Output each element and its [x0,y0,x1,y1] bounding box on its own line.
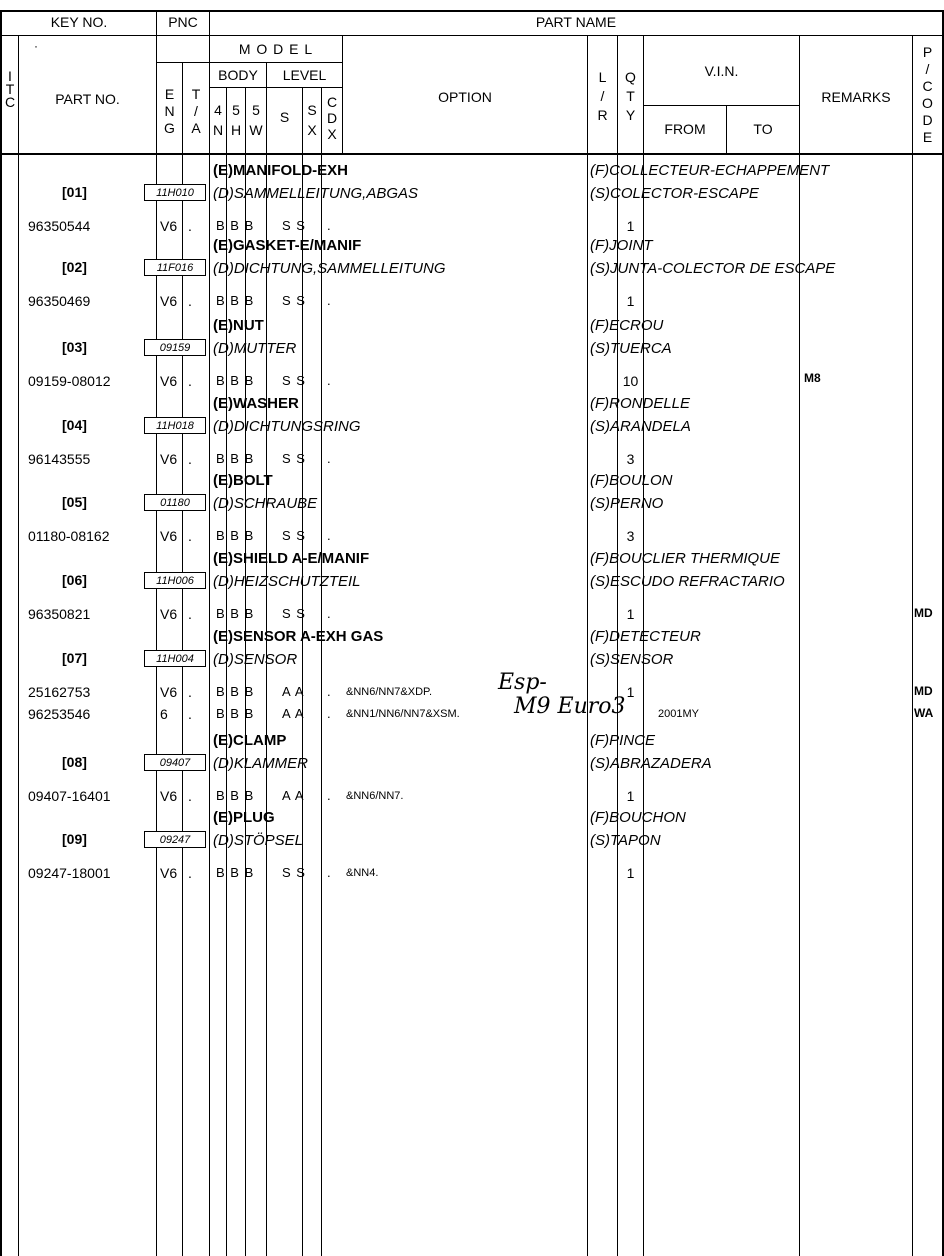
cdx-code: . [327,528,332,543]
pnc-code: 11H006 [144,572,206,589]
option-code: &NN1/NN6/NN7&XSM. [346,708,460,720]
body-codes: B B B [216,373,255,388]
option-header: OPTION [438,89,492,105]
pnc-code: 11H018 [144,417,206,434]
cdx-code: . [327,788,332,803]
part-name-de: (D)STÖPSEL [213,832,304,849]
cdx-code: . [327,293,332,308]
level-codes: S S [282,528,306,543]
quantity: 1 [626,606,635,622]
engine-code: V6 [160,684,178,700]
ta-code: . [188,293,192,309]
part-name-fr: (F)COLLECTEUR-ECHAPPEMENT [590,162,830,179]
part-number: 96350469 [28,293,91,309]
pnc-header: PNC [168,14,198,30]
engine-code: V6 [160,528,178,544]
cdx-code: . [327,218,332,233]
itc-header: I T C [4,68,16,110]
ta-code: . [188,684,192,700]
part-name-es: (S)ESCUDO REFRACTARIO [590,573,785,590]
cdx-code: . [327,373,332,388]
part-name-en: (E)BOLT [213,472,273,489]
p-code: MD [914,606,933,620]
p-code: WA [914,706,934,720]
body-codes: B B B [216,706,255,721]
part-number: 96350821 [28,606,91,622]
quantity: 10 [622,373,639,389]
body-codes: B B B [216,606,255,621]
part-number: 25162753 [28,684,91,700]
cdx-code: . [327,451,332,466]
level-cdx-header: C D X [326,94,338,142]
body-header: BODY [218,67,258,83]
remarks: M8 [804,371,821,385]
vin-to-header: TO [753,121,773,137]
pnc-code: 01180 [144,494,206,511]
key-number: [05] [62,494,87,510]
engine-code: V6 [160,788,178,804]
part-name-fr: (F)ECROU [590,317,664,334]
part-number: 09159-08012 [28,373,111,389]
vin-header: V.I.N. [704,63,739,79]
body-codes: B B B [216,865,255,880]
quantity: 1 [626,684,635,700]
cdx-code: . [327,606,332,621]
level-codes: S S [282,865,306,880]
cdx-code: . [327,706,332,721]
key-number: [06] [62,572,87,588]
vin-from: 2001MY [658,708,699,720]
level-codes: S S [282,218,306,233]
part-name-de: (D)DICHTUNGSRING [213,418,361,435]
part-name-header: PART NAME [535,14,617,30]
ta-code: . [188,865,192,881]
part-name-de: (D)SAMMELLEITUNG,ABGAS [213,185,419,202]
part-name-fr: (F)BOUCLIER THERMIQUE [590,550,781,567]
engine-code: V6 [160,218,178,234]
level-codes: A A [282,706,305,721]
handwritten-note-euro3: M9 Euro3 [514,694,626,719]
quantity: 3 [626,451,635,467]
ta-header: T / A [191,86,201,136]
pcode-header: P / C O D E [922,44,933,145]
part-name-de: (D)DICHTUNG,SAMMELLEITUNG [213,260,446,277]
body-codes: B B B [216,528,255,543]
level-codes: A A [282,788,305,803]
ta-code: . [188,706,192,722]
part-name-es: (S)COLECTOR-ESCAPE [590,185,759,202]
part-name-en: (E)SENSOR A-EXH GAS [213,628,384,645]
part-name-en: (E)CLAMP [213,732,287,749]
level-header: LEVEL [282,67,327,83]
part-name-fr: (F)BOUCHON [590,809,686,826]
part-name-de: (D)SCHRAUBE [213,495,318,512]
part-name-de: (D)HEIZSCHUTZTEIL [213,573,361,590]
engine-code: V6 [160,865,178,881]
quantity: 1 [626,293,635,309]
ta-code: . [188,788,192,804]
body-codes: B B B [216,293,255,308]
quantity: 1 [626,788,635,804]
level-sx-header: S X [307,102,317,138]
header-dot: · [34,39,38,53]
part-name-en: (E)GASKET-E/MANIF [213,237,362,254]
vin-from-header: FROM [664,121,706,137]
part-name-de: (D)KLAMMER [213,755,309,772]
engine-code: 6 [160,706,168,722]
part-name-es: (S)JUNTA-COLECTOR DE ESCAPE [590,260,836,277]
part-name-en: (E)NUT [213,317,264,334]
pnc-code: 11H010 [144,184,206,201]
part-name-en: (E)WASHER [213,395,299,412]
part-number: 96143555 [28,451,91,467]
pnc-code: 09159 [144,339,206,356]
option-code: &NN4. [346,867,379,879]
part-name-es: (S)ARANDELA [590,418,691,435]
body-codes: B B B [216,684,255,699]
part-name-es: (S)PERNO [590,495,664,512]
ta-code: . [188,528,192,544]
option-code: &NN6/NN7&XDP. [346,686,432,698]
part-name-fr: (F)PINCE [590,732,655,749]
key-number: [01] [62,184,87,200]
remarks-header: REMARKS [821,89,891,105]
part-number: 09247-18001 [28,865,111,881]
level-codes: S S [282,451,306,466]
part-number: 01180-08162 [28,528,110,544]
ta-code: . [188,218,192,234]
key-number: [08] [62,754,87,770]
quantity: 1 [626,865,635,881]
key-no-header: KEY NO. [50,14,108,30]
engine-code: V6 [160,606,178,622]
pnc-code: 11H004 [144,650,206,667]
p-code: MD [914,684,933,698]
part-name-fr: (F)BOULON [590,472,673,489]
part-name-es: (S)TAPON [590,832,661,849]
level-s-header: S [279,109,290,125]
part-name-fr: (F)DETECTEUR [590,628,701,645]
part-name-en: (E)SHIELD A-E/MANIF [213,550,370,567]
engine-code: V6 [160,373,178,389]
key-number: [07] [62,650,87,666]
engine-code: V6 [160,293,178,309]
level-codes: S S [282,293,306,308]
key-number: [03] [62,339,87,355]
pnc-code: 11F016 [144,259,206,276]
ta-code: . [188,451,192,467]
option-code: &NN6/NN7. [346,790,404,802]
part-no-header: PART NO. [55,91,120,107]
level-codes: A A [282,684,305,699]
model-header: M O D E L [238,41,314,57]
part-name-en: (E)PLUG [213,809,275,826]
engine-code: V6 [160,451,178,467]
key-number: [02] [62,259,87,275]
body-codes: B B B [216,218,255,233]
eng-header: E N G [164,86,175,136]
part-name-es: (S)SENSOR [590,651,674,668]
part-name-de: (D)MUTTER [213,340,297,357]
part-number: 96350544 [28,218,91,234]
handwritten-note-esp: Esp- [498,670,547,695]
ta-code: . [188,606,192,622]
body-5w-header: 5 W [249,102,263,138]
qty-header: Q T Y [625,69,636,123]
cdx-code: . [327,865,332,880]
quantity: 1 [626,218,635,234]
part-name-fr: (F)RONDELLE [590,395,691,412]
part-name-fr: (F)JOINT [590,237,653,254]
pnc-code: 09247 [144,831,206,848]
body-codes: B B B [216,451,255,466]
level-codes: S S [282,373,306,388]
part-number: 96253546 [28,706,91,722]
body-codes: B B B [216,788,255,803]
ta-code: . [188,373,192,389]
body-4n-header: 4 N [212,102,224,138]
part-name-es: (S)TUERCA [590,340,672,357]
pnc-code: 09407 [144,754,206,771]
part-number: 09407-16401 [28,788,111,804]
lr-header: L / R [597,69,608,123]
body-5h-header: 5 H [230,102,242,138]
level-codes: S S [282,606,306,621]
cdx-code: . [327,684,332,699]
key-number: [09] [62,831,87,847]
key-number: [04] [62,417,87,433]
quantity: 3 [626,528,635,544]
part-name-de: (D)SENSOR [213,651,298,668]
part-name-en: (E)MANIFOLD-EXH [213,162,348,179]
part-name-es: (S)ABRAZADERA [590,755,712,772]
